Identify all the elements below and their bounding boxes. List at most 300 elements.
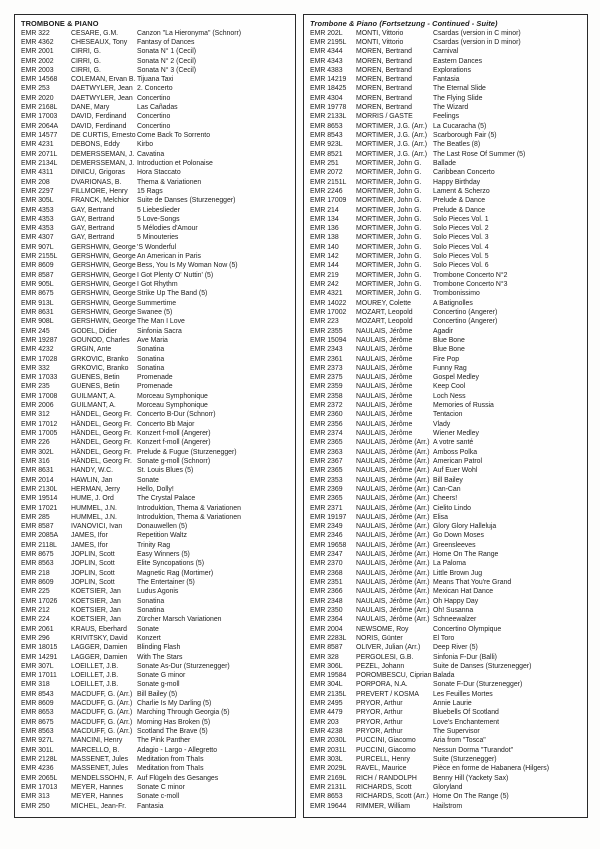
catalog-row <box>310 336 583 345</box>
catalog-row <box>21 84 291 93</box>
composer-name: MARCELLO, B. <box>71 746 120 754</box>
piece-title: 'S Wonderful <box>137 243 177 251</box>
catalog-row <box>310 774 583 783</box>
piece-title: Ludus Agonis <box>137 588 179 596</box>
composer-name: HÄNDEL, Georg Fr. <box>71 457 132 465</box>
catalog-row <box>21 187 291 196</box>
composer-name: RICHARDS, Scott (Arr.) <box>356 793 429 801</box>
catalog-row <box>310 755 583 764</box>
catalog-row <box>21 662 291 671</box>
catalog-ref: EMR 4304 <box>310 94 343 102</box>
piece-title: Mexican Hat Dance <box>433 588 494 596</box>
catalog-row <box>21 466 291 475</box>
catalog-row <box>310 47 583 56</box>
piece-title: Prelude & Fugue (Sturzenegger) <box>137 448 237 456</box>
composer-name: MICHEL, Jean-Fr. <box>71 802 127 810</box>
catalog-ref: EMR 235 <box>21 383 50 391</box>
piece-title: Fantasia <box>433 76 460 84</box>
composer-name: MORTIMER, J.G. (Arr.) <box>356 122 428 130</box>
piece-title: The Crystal Palace <box>137 495 196 503</box>
catalog-row <box>310 401 583 410</box>
composer-name: MOREN, Bertrand <box>356 66 412 74</box>
piece-title: Scarborough Fair (5) <box>433 132 497 140</box>
catalog-row <box>310 653 583 662</box>
catalog-row <box>310 252 583 261</box>
piece-title: Strike Up The Band (5) <box>137 290 208 298</box>
catalog-row <box>21 522 291 531</box>
catalog-ref: EMR 18425 <box>310 85 347 93</box>
catalog-ref: EMR 226 <box>21 439 50 447</box>
composer-name: NAULAIS, Jérôme <box>356 327 413 335</box>
composer-name: GUILMANT, A. <box>71 392 116 400</box>
composer-name: NAULAIS, Jérôme (Arr.) <box>356 504 430 512</box>
catalog-row <box>21 168 291 177</box>
composer-name: HÄNDEL, Georg Fr. <box>71 448 132 456</box>
catalog-row <box>21 587 291 596</box>
piece-title: Introduction et Polonaise <box>137 159 213 167</box>
catalog-row <box>21 327 291 336</box>
catalog-row <box>310 727 583 736</box>
catalog-row <box>21 122 291 131</box>
catalog-ref: EMR 14291 <box>21 653 58 661</box>
piece-title: Bill Bailey <box>433 476 463 484</box>
catalog-ref: EMR 303L <box>310 755 343 763</box>
catalog-row <box>310 680 583 689</box>
composer-name: MACDUFF, G. (Arr.) <box>71 728 133 736</box>
composer-name: JOPLIN, Scott <box>71 551 115 559</box>
piece-title: Benny Hill (Yackety Sax) <box>433 774 509 782</box>
catalog-row <box>21 29 291 38</box>
catalog-row <box>310 224 583 233</box>
composer-name: JOPLIN, Scott <box>71 560 115 568</box>
composer-name: HERMAN, Jerry <box>71 485 121 493</box>
catalog-row <box>21 57 291 66</box>
composer-name: NAULAIS, Jérôme <box>356 364 413 372</box>
piece-title: Deep River (5) <box>433 644 478 652</box>
catalog-ref: EMR 2030L <box>310 737 347 745</box>
piece-title: Sonate c-moll <box>137 793 180 801</box>
composer-name: NAULAIS, Jérôme <box>356 411 413 419</box>
catalog-ref: EMR 219 <box>310 271 339 279</box>
catalog-row <box>310 168 583 177</box>
catalog-row <box>310 485 583 494</box>
piece-title: Sonate <box>137 476 159 484</box>
composer-name: PREVERT / KOSMA <box>356 690 419 698</box>
catalog-row <box>310 243 583 252</box>
catalog-ref: EMR 2283L <box>310 634 347 642</box>
catalog-ref: EMR 4353 <box>21 206 54 214</box>
catalog-ref: EMR 14022 <box>310 299 347 307</box>
composer-name: MOREN, Bertrand <box>356 57 412 65</box>
catalog-row <box>310 457 583 466</box>
piece-title: Easy Winners (5) <box>137 551 190 559</box>
catalog-row <box>310 345 583 354</box>
catalog-row <box>310 196 583 205</box>
piece-title: Trombonissimo <box>433 290 480 298</box>
catalog-row <box>21 774 291 783</box>
catalog-row <box>310 420 583 429</box>
catalog-row <box>310 299 583 308</box>
composer-name: KOETSIER, Jan <box>71 606 121 614</box>
composer-name: GOUNOD, Charles <box>71 336 130 344</box>
catalog-ref: EMR 17028 <box>21 355 58 363</box>
catalog-row <box>21 317 291 326</box>
composer-name: GAY, Bertrand <box>71 225 115 233</box>
catalog-ref: EMR 223 <box>310 318 339 326</box>
catalog-ref: EMR 2071L <box>21 150 58 158</box>
catalog-ref: EMR 301L <box>21 746 54 754</box>
catalog-ref: EMR 2369 <box>310 485 343 493</box>
piece-title: Les Feuilles Mortes <box>433 690 493 698</box>
piece-title: Blue Bone <box>433 336 465 344</box>
catalog-ref: EMR 4236 <box>21 765 54 773</box>
piece-title: Meditation from Thaïs <box>137 765 204 773</box>
catalog-row <box>21 215 291 224</box>
composer-name: MORTIMER, John G. <box>356 290 422 298</box>
piece-title: Charlie Is My Darling (5) <box>137 700 212 708</box>
piece-title: I Got Plenty O' Nuttin' (5) <box>137 271 214 279</box>
catalog-ref: EMR 2366 <box>310 588 343 596</box>
composer-name: NAULAIS, Jérôme (Arr.) <box>356 560 430 568</box>
piece-title: Concertino <box>137 113 171 121</box>
composer-name: LAGGER, Damien <box>71 653 128 661</box>
catalog-row <box>21 708 291 717</box>
catalog-ref: EMR 202L <box>310 29 343 37</box>
composer-name: MOREN, Bertrand <box>356 94 412 102</box>
catalog-ref: EMR 2065L <box>21 774 58 782</box>
composer-name: KOETSIER, Jan <box>71 588 121 596</box>
composer-name: GERSHWIN, George <box>71 299 136 307</box>
catalog-row <box>310 327 583 336</box>
piece-title: Sonate As-Dur (Sturzenegger) <box>137 662 230 670</box>
catalog-ref: EMR 4344 <box>310 48 343 56</box>
piece-title: Explorations <box>433 66 471 74</box>
catalog-row <box>21 233 291 242</box>
catalog-ref: EMR 208 <box>21 178 50 186</box>
composer-name: HÄNDEL, Georg Fr. <box>71 439 132 447</box>
composer-name: GAY, Bertrand <box>71 234 115 242</box>
catalog-row <box>310 233 583 242</box>
piece-title: Sonatina <box>137 606 165 614</box>
piece-title: A Batignolles <box>433 299 473 307</box>
composer-name: GERSHWIN, George <box>71 318 136 326</box>
catalog-row <box>310 410 583 419</box>
piece-title: The Pink Panther <box>137 737 191 745</box>
catalog-row <box>21 243 291 252</box>
piece-title: Solo Pieces Vol. 4 <box>433 243 489 251</box>
catalog-row <box>310 764 583 773</box>
catalog-row <box>310 792 583 801</box>
catalog-ref: EMR 2006 <box>21 402 54 410</box>
catalog-ref: EMR 305L <box>21 197 54 205</box>
piece-title: Bill Bailey (5) <box>137 690 178 698</box>
piece-title: Adagio - Largo - Allegretto <box>137 746 218 754</box>
composer-name: MOZART, Leopold <box>356 318 413 326</box>
piece-title: Tijuana Taxi <box>137 76 174 84</box>
piece-title: Vlady <box>433 420 451 428</box>
composer-name: CIRRI, G. <box>71 57 101 65</box>
catalog-ref: EMR 134 <box>310 215 339 223</box>
composer-name: RICH / RANDOLPH <box>356 774 417 782</box>
piece-title: Tentacion <box>433 411 463 419</box>
catalog-ref: EMR 8653 <box>310 122 343 130</box>
composer-name: NAULAIS, Jérôme <box>356 336 413 344</box>
composer-name: HUMMEL, J.N. <box>71 504 117 512</box>
composer-name: PURCELL, Henry <box>356 755 410 763</box>
catalog-row <box>310 122 583 131</box>
catalog-ref: EMR 8675 <box>21 551 54 559</box>
piece-title: Prelude & Dance <box>433 197 486 205</box>
catalog-ref: EMR 2359 <box>310 383 343 391</box>
catalog-ref: EMR 2169L <box>310 774 347 782</box>
piece-title: Oh! Susanna <box>433 606 474 614</box>
catalog-ref: EMR 2014 <box>21 476 54 484</box>
composer-name: MONTI, Vittorio <box>356 29 404 37</box>
piece-title: Little Brown Jug <box>433 569 483 577</box>
composer-name: MOZART, Leopold <box>356 308 413 316</box>
composer-name: MORTIMER, John G. <box>356 281 422 289</box>
composer-name: NAULAIS, Jérôme (Arr.) <box>356 569 430 577</box>
catalog-ref: EMR 2133L <box>310 113 347 121</box>
catalog-ref: EMR 8587 <box>21 523 54 531</box>
composer-name: KRIVITSKY, David <box>71 634 128 642</box>
piece-title: Csardas (version in C minor) <box>433 29 521 37</box>
composer-name: NAULAIS, Jérôme (Arr.) <box>356 523 430 531</box>
piece-title: Love's Enchantement <box>433 718 500 726</box>
catalog-row <box>21 252 291 261</box>
piece-title: Sonata N° 1 (Cecil) <box>137 48 197 56</box>
composer-name: MORTIMER, John G. <box>356 187 422 195</box>
composer-name: DEMERSSEMAN, J. <box>71 150 135 158</box>
catalog-row <box>21 569 291 578</box>
catalog-row <box>310 643 583 652</box>
catalog-row <box>310 364 583 373</box>
piece-title: Sonate g-moll <box>137 681 180 689</box>
catalog-row <box>21 736 291 745</box>
piece-title: Sonate <box>137 625 159 633</box>
catalog-row <box>21 38 291 47</box>
piece-title: Prelude & Dance <box>433 206 486 214</box>
catalog-ref: EMR 318 <box>21 681 50 689</box>
piece-title: The Wizard <box>433 104 469 112</box>
catalog-row <box>21 634 291 643</box>
catalog-row <box>310 531 583 540</box>
piece-title: Suite de Danses (Sturzenegger) <box>433 662 532 670</box>
composer-name: MOREN, Bertrand <box>356 76 412 84</box>
composer-name: MORRIS / GASTE <box>356 113 413 121</box>
composer-name: LOEILLET, J.B. <box>71 662 119 670</box>
catalog-ref: EMR 2348 <box>310 597 343 605</box>
catalog-ref: EMR 2353 <box>310 476 343 484</box>
composer-name: MACDUFF, G. (Arr.) <box>71 709 133 717</box>
composer-name: NEWSOME, Roy <box>356 625 409 633</box>
composer-name: NAULAIS, Jérôme (Arr.) <box>356 532 430 540</box>
catalog-ref: EMR 4383 <box>310 66 343 74</box>
piece-title: Home On The Range <box>433 551 499 559</box>
catalog-row <box>310 66 583 75</box>
piece-title: A votre santé <box>433 439 474 447</box>
catalog-row <box>21 606 291 615</box>
catalog-column-left <box>14 14 296 818</box>
catalog-row <box>21 438 291 447</box>
catalog-ref: EMR 251 <box>310 159 339 167</box>
catalog-ref: EMR 2085A <box>21 532 59 540</box>
composer-name: GRKOVIC, Branko <box>71 364 129 372</box>
composer-name: MACDUFF, G. (Arr.) <box>71 700 133 708</box>
piece-title: Hora Staccato <box>137 169 181 177</box>
composer-name: NAULAIS, Jérôme <box>356 420 413 428</box>
catalog-row <box>310 690 583 699</box>
composer-name: RAVEL, Maurice <box>356 765 407 773</box>
piece-title: The Beatles (8) <box>433 141 481 149</box>
catalog-row <box>21 271 291 280</box>
composer-name: GRGIN, Ante <box>71 346 112 354</box>
composer-name: GERSHWIN, George <box>71 262 136 270</box>
composer-name: MORTIMER, J.G. (Arr.) <box>356 132 428 140</box>
catalog-ref: EMR 8543 <box>21 690 54 698</box>
catalog-row <box>310 625 583 634</box>
catalog-row <box>310 131 583 140</box>
piece-title: Sonate F-Dur (Sturzenegger) <box>433 681 523 689</box>
composer-name: NAULAIS, Jérôme (Arr.) <box>356 588 430 596</box>
piece-title: Feelings <box>433 113 460 121</box>
catalog-row <box>310 280 583 289</box>
piece-title: 5 Liebeslieder <box>137 206 180 214</box>
piece-title: Sonatina <box>137 597 165 605</box>
catalog-row <box>310 261 583 270</box>
catalog-column-right <box>303 14 588 818</box>
composer-name: MOREN, Bertrand <box>356 48 412 56</box>
catalog-row <box>310 187 583 196</box>
composer-name: HAWLIN, Jan <box>71 476 113 484</box>
catalog-row <box>21 485 291 494</box>
catalog-row <box>21 746 291 755</box>
composer-name: CHESEAUX, Tony <box>71 38 128 46</box>
composer-name: MONTI, Vittorio <box>356 38 404 46</box>
catalog-ref: EMR 8631 <box>21 467 54 475</box>
catalog-row <box>310 38 583 47</box>
catalog-ref: EMR 302L <box>21 448 54 456</box>
piece-title: Konzert f-moll (Angerer) <box>137 439 211 447</box>
piece-title: Gospel Medley <box>433 374 479 382</box>
catalog-row <box>310 708 583 717</box>
catalog-row <box>21 131 291 140</box>
catalog-row <box>310 317 583 326</box>
catalog-row <box>21 727 291 736</box>
catalog-row <box>21 578 291 587</box>
catalog-ref: EMR 2343 <box>310 346 343 354</box>
catalog-ref: EMR 2155L <box>21 253 58 261</box>
piece-title: Happy Birthday <box>433 178 481 186</box>
piece-title: Greensleeves <box>433 541 476 549</box>
catalog-ref: EMR 313 <box>21 793 50 801</box>
catalog-row <box>310 392 583 401</box>
composer-name: NAULAIS, Jérôme (Arr.) <box>356 597 430 605</box>
piece-title: Donauwellen (5) <box>137 523 188 531</box>
catalog-rows-left <box>21 29 291 811</box>
catalog-row <box>21 373 291 382</box>
catalog-ref: EMR 2168L <box>21 104 58 112</box>
composer-name: PORPORA, N.A. <box>356 681 408 689</box>
catalog-ref: EMR 142 <box>310 253 339 261</box>
piece-title: Scotland The Brave (5) <box>137 728 208 736</box>
composer-name: NAULAIS, Jérôme (Arr.) <box>356 579 430 587</box>
catalog-ref: EMR 8609 <box>21 700 54 708</box>
catalog-ref: EMR 8563 <box>21 728 54 736</box>
catalog-ref: EMR 250 <box>21 802 50 810</box>
section-header-trombone-piano: TROMBONE & PIANO <box>21 19 99 28</box>
catalog-row <box>310 159 583 168</box>
catalog-row <box>310 373 583 382</box>
catalog-ref: EMR 14577 <box>21 132 58 140</box>
composer-name: DAETWYLER, Jean <box>71 85 133 93</box>
catalog-row <box>310 606 583 615</box>
piece-title: Sinfonia Sacra <box>137 327 182 335</box>
catalog-ref: EMR 17002 <box>310 308 347 316</box>
piece-title: Fantasy of Dances <box>137 38 195 46</box>
composer-name: KOETSIER, Jan <box>71 597 121 605</box>
catalog-ref: EMR 2373 <box>310 364 343 372</box>
catalog-row <box>310 75 583 84</box>
composer-name: GERSHWIN, George <box>71 308 136 316</box>
composer-name: MENDELSSOHN, F. <box>71 774 134 782</box>
composer-name: GERSHWIN, George <box>71 281 136 289</box>
catalog-ref: EMR 242 <box>310 281 339 289</box>
catalog-row <box>21 150 291 159</box>
piece-title: 5 Love-Songs <box>137 215 180 223</box>
catalog-row <box>310 271 583 280</box>
catalog-ref: EMR 332 <box>21 364 50 372</box>
catalog-row <box>310 150 583 159</box>
composer-name: GODEL, Didier <box>71 327 117 335</box>
catalog-ref: EMR 140 <box>310 243 339 251</box>
catalog-ref: EMR 19287 <box>21 336 58 344</box>
catalog-ref: EMR 2375 <box>310 374 343 382</box>
catalog-row <box>21 420 291 429</box>
catalog-row <box>21 224 291 233</box>
catalog-ref: EMR 2372 <box>310 402 343 410</box>
catalog-row <box>21 280 291 289</box>
piece-title: La Paloma <box>433 560 466 568</box>
piece-title: Suite (Sturzenegger) <box>433 755 497 763</box>
piece-title: Fire Pop <box>433 355 460 363</box>
catalog-ref: EMR 2349 <box>310 523 343 531</box>
composer-name: MORTIMER, John G. <box>356 271 422 279</box>
piece-title: Concertino (Angerer) <box>433 308 498 316</box>
catalog-row <box>310 438 583 447</box>
catalog-ref: EMR 2001 <box>21 48 54 56</box>
catalog-ref: EMR 218 <box>21 569 50 577</box>
piece-title: Konzert f-moll (Angerer) <box>137 430 211 438</box>
catalog-row <box>310 550 583 559</box>
catalog-ref: EMR 19584 <box>310 672 347 680</box>
catalog-ref: EMR 17012 <box>21 420 58 428</box>
composer-name: LOEILLET, J.B. <box>71 672 119 680</box>
piece-title: 5 Mélodies d'Amour <box>137 225 198 233</box>
piece-title: Ave Maria <box>137 336 168 344</box>
composer-name: NAULAIS, Jérôme <box>356 402 413 410</box>
composer-name: MASSENET, Jules <box>71 755 129 763</box>
composer-name: COLEMAN, Ervan B. <box>71 76 136 84</box>
composer-name: MORTIMER, J.G. (Arr.) <box>356 150 428 158</box>
piece-title: Swanee (5) <box>137 308 173 316</box>
catalog-ref: EMR 17021 <box>21 504 58 512</box>
catalog-ref: EMR 8675 <box>21 290 54 298</box>
catalog-ref: EMR 322 <box>21 29 50 37</box>
piece-title: Suite de Danses (Sturzenegger) <box>137 197 236 205</box>
catalog-row <box>21 448 291 457</box>
piece-title: El Toro <box>433 634 455 642</box>
